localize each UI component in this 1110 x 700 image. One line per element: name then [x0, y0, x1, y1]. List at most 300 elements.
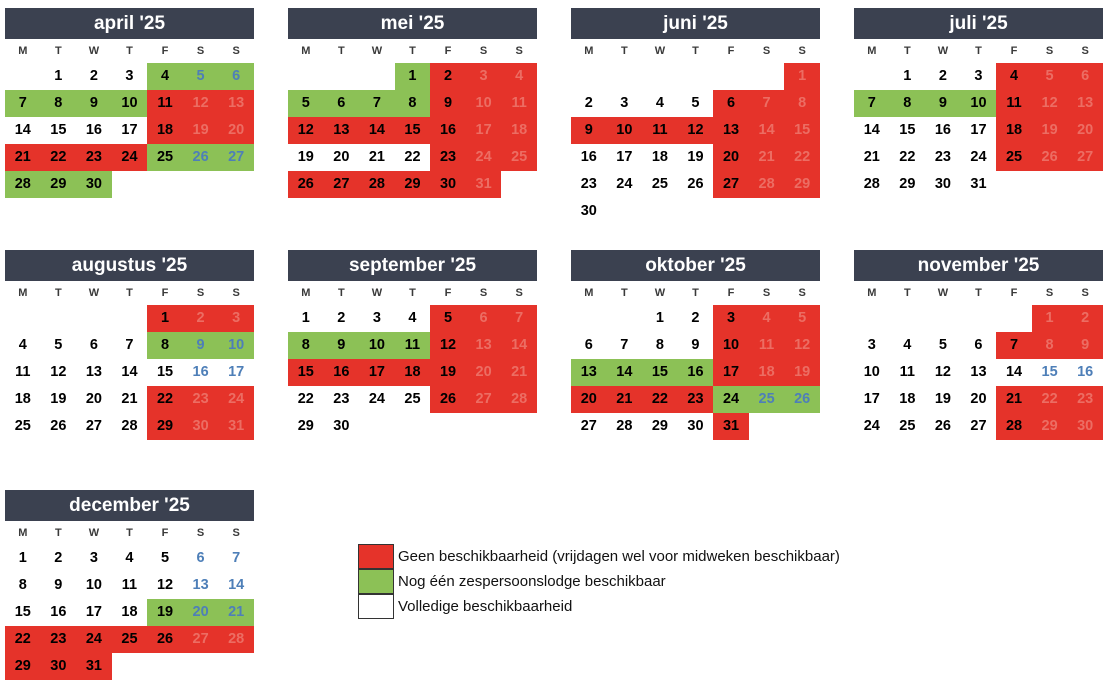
day-cell: 18: [899, 391, 916, 407]
day-cell: 6: [196, 550, 205, 566]
weekday-label: S: [196, 527, 205, 539]
weekday-label: S: [1045, 287, 1054, 299]
weekday-label: F: [727, 287, 735, 299]
day-cell: 17: [616, 149, 633, 165]
day-cell: 28: [863, 176, 880, 192]
day-cell: 2: [584, 95, 593, 111]
week-row: [854, 90, 1103, 117]
weekday-label: T: [903, 287, 911, 299]
empty-cell: [147, 171, 183, 198]
day-cell: 16: [192, 364, 209, 380]
day-cell: 27: [466, 386, 502, 413]
day-cell: 30: [41, 653, 77, 680]
weekday-label: S: [232, 527, 240, 539]
day-cell: 23: [934, 149, 951, 165]
weekday-label: M: [301, 287, 311, 299]
day-cell: 1: [147, 305, 183, 332]
day-cell: 6: [974, 337, 983, 353]
day-cell: 26: [288, 171, 324, 198]
day-cell: 8: [41, 90, 77, 117]
day-cell: 22: [642, 386, 678, 413]
day-cell: 18: [395, 359, 431, 386]
day-cell: 22: [404, 149, 421, 165]
empty-cell: [501, 413, 537, 440]
day-cell: 9: [54, 577, 63, 593]
day-cell: 17: [970, 122, 987, 138]
weekday-label: F: [161, 45, 169, 57]
day-cell: 30: [183, 413, 219, 440]
day-cell: 30: [1067, 413, 1103, 440]
week-row: [288, 305, 537, 332]
day-cell: 28: [5, 171, 41, 198]
day-cell: 19: [50, 391, 67, 407]
day-cell: 15: [288, 359, 324, 386]
day-cell: 19: [430, 359, 466, 386]
day-cell: 23: [183, 386, 219, 413]
empty-cell: [288, 63, 324, 90]
legend-swatch-white: [358, 594, 394, 619]
day-cell: 18: [14, 391, 31, 407]
day-cell: 21: [607, 386, 643, 413]
day-cell: 19: [297, 149, 314, 165]
weekday-label: T: [620, 287, 628, 299]
day-cell: 10: [466, 90, 502, 117]
day-cell: 9: [324, 332, 360, 359]
day-cell: 28: [616, 418, 633, 434]
weekday-header-row: [854, 39, 1103, 63]
empty-cell: [749, 198, 785, 225]
day-cell: 20: [183, 599, 219, 626]
day-cell: 8: [890, 90, 926, 117]
empty-cell: [501, 171, 537, 198]
empty-cell: [678, 198, 714, 225]
weekday-label: W: [937, 45, 949, 57]
day-cell: 26: [430, 386, 466, 413]
legend-label: Nog één zespersoonslodge beschikbaar: [398, 573, 666, 590]
day-cell: 25: [112, 626, 148, 653]
day-cell: 2: [1067, 305, 1103, 332]
week-row: [5, 545, 254, 572]
day-cell: 23: [333, 391, 350, 407]
day-cell: 19: [1032, 117, 1068, 144]
day-cell: 11: [642, 117, 678, 144]
day-cell: 27: [324, 171, 360, 198]
weekday-label: F: [1010, 287, 1018, 299]
day-cell: 12: [50, 364, 67, 380]
empty-cell: [571, 305, 607, 332]
day-cell: 20: [571, 386, 607, 413]
day-cell: 11: [996, 90, 1032, 117]
day-cell: 6: [218, 63, 254, 90]
day-cell: 28: [121, 418, 138, 434]
day-cell: 10: [961, 90, 997, 117]
day-cell: 17: [863, 391, 880, 407]
legend-item-unavailable: [358, 544, 840, 569]
day-cell: 5: [160, 550, 170, 566]
week-row: [5, 171, 254, 198]
month-calendar: [288, 250, 537, 440]
weekday-label: T: [54, 45, 62, 57]
weekday-header-row: [571, 281, 820, 305]
day-cell: 25: [749, 386, 785, 413]
day-cell: 14: [359, 117, 395, 144]
day-cell: 3: [125, 68, 134, 84]
weekday-header-row: [854, 281, 1103, 305]
day-cell: 3: [620, 95, 629, 111]
day-cell: 1: [18, 550, 27, 566]
weekday-label: F: [1010, 45, 1018, 57]
day-cell: 1: [301, 310, 310, 326]
day-cell: 25: [899, 418, 916, 434]
empty-cell: [607, 63, 643, 90]
day-cell: 11: [15, 364, 31, 380]
day-cell: 2: [337, 310, 346, 326]
day-cell: 18: [651, 149, 668, 165]
day-cell: 8: [288, 332, 324, 359]
day-cell: 19: [687, 149, 704, 165]
day-cell: 11: [395, 332, 431, 359]
week-row: [571, 117, 820, 144]
week-row: [571, 413, 820, 440]
weekday-label: T: [692, 287, 699, 299]
day-cell: 10: [713, 332, 749, 359]
week-row: [571, 198, 820, 225]
day-cell: 24: [863, 418, 880, 434]
day-cell: 12: [288, 117, 324, 144]
day-cell: 28: [501, 386, 537, 413]
legend-item-one-lodge: [358, 569, 840, 594]
month-title: september '25: [288, 250, 537, 281]
day-cell: 4: [903, 337, 912, 353]
day-cell: 26: [934, 418, 951, 434]
month-title: oktober '25: [571, 250, 820, 281]
day-cell: 17: [713, 359, 749, 386]
empty-cell: [961, 305, 997, 332]
day-cell: 24: [616, 176, 633, 192]
month-calendar: [5, 490, 254, 680]
empty-cell: [324, 63, 360, 90]
week-row: [854, 413, 1103, 440]
day-cell: 29: [1032, 413, 1068, 440]
weekday-label: T: [409, 45, 416, 57]
weekday-label: M: [18, 287, 28, 299]
legend: [358, 544, 840, 619]
day-cell: 19: [784, 359, 820, 386]
day-cell: 22: [899, 149, 916, 165]
day-cell: 23: [580, 176, 597, 192]
day-cell: 7: [232, 550, 241, 566]
month-title: juli '25: [854, 8, 1103, 39]
day-cell: 23: [678, 386, 714, 413]
day-cell: 14: [14, 122, 31, 138]
day-cell: 20: [466, 359, 502, 386]
day-cell: 5: [54, 337, 63, 353]
day-cell: 5: [288, 90, 324, 117]
day-cell: 12: [1032, 90, 1068, 117]
empty-cell: [854, 63, 890, 90]
day-cell: 16: [324, 359, 360, 386]
day-cell: 15: [14, 604, 31, 620]
empty-cell: [749, 413, 785, 440]
legend-label: Geen beschikbaarheid (vrijdagen wel voor midweken beschikbaar): [398, 548, 840, 565]
empty-cell: [359, 413, 395, 440]
day-cell: 3: [218, 305, 254, 332]
month-calendar: [5, 8, 254, 198]
week-row: [288, 63, 537, 90]
day-cell: 7: [501, 305, 537, 332]
day-cell: 14: [749, 117, 785, 144]
day-cell: 15: [642, 359, 678, 386]
day-cell: 8: [655, 337, 664, 353]
week-row: [854, 63, 1103, 90]
day-cell: 26: [183, 144, 219, 171]
weekday-label: T: [409, 287, 416, 299]
day-cell: 4: [408, 310, 417, 326]
day-cell: 17: [359, 359, 395, 386]
week-row: [854, 171, 1103, 198]
day-cell: 4: [147, 63, 183, 90]
weekday-label: W: [654, 45, 666, 57]
day-cell: 13: [713, 117, 749, 144]
day-cell: 26: [687, 176, 704, 192]
day-cell: 14: [1005, 364, 1023, 380]
day-cell: 21: [368, 149, 385, 165]
day-cell: 22: [1032, 386, 1068, 413]
day-cell: 1: [54, 68, 63, 84]
day-cell: 9: [571, 117, 607, 144]
day-cell: 19: [183, 117, 219, 144]
day-cell: 15: [395, 117, 431, 144]
day-cell: 23: [41, 626, 77, 653]
weekday-header-row: [5, 521, 254, 545]
day-cell: 27: [580, 418, 597, 434]
day-cell: 26: [50, 418, 67, 434]
day-cell: 14: [228, 577, 245, 593]
day-cell: 2: [938, 68, 947, 84]
day-cell: 18: [996, 117, 1032, 144]
week-row: [5, 386, 254, 413]
weekday-label: T: [692, 45, 699, 57]
day-cell: 6: [466, 305, 502, 332]
day-cell: 14: [607, 359, 643, 386]
day-cell: 8: [147, 332, 183, 359]
weekday-label: T: [975, 45, 982, 57]
week-row: [5, 332, 254, 359]
day-cell: 10: [218, 332, 254, 359]
day-cell: 22: [297, 391, 314, 407]
day-cell: 28: [749, 171, 785, 198]
day-cell: 15: [899, 122, 916, 138]
week-row: [854, 386, 1103, 413]
day-cell: 24: [112, 144, 148, 171]
day-cell: 30: [333, 418, 350, 434]
day-cell: 9: [430, 90, 466, 117]
day-cell: 29: [899, 176, 916, 192]
weekday-label: S: [479, 287, 488, 299]
day-cell: 8: [1032, 332, 1068, 359]
week-row: [5, 63, 254, 90]
day-cell: 7: [5, 90, 41, 117]
day-cell: 7: [620, 337, 629, 353]
day-cell: 19: [147, 599, 183, 626]
weekday-label: M: [18, 527, 28, 539]
day-cell: 5: [1032, 63, 1068, 90]
day-cell: 5: [784, 305, 820, 332]
week-row: [288, 117, 537, 144]
day-cell: 3: [372, 310, 381, 326]
day-cell: 23: [1067, 386, 1103, 413]
day-cell: 21: [749, 144, 785, 171]
day-cell: 11: [899, 364, 916, 380]
month-calendar: [854, 8, 1103, 198]
weekday-label: W: [88, 45, 100, 57]
day-cell: 27: [85, 418, 102, 434]
weekday-label: M: [584, 45, 594, 57]
day-cell: 5: [183, 63, 219, 90]
weekday-label: S: [232, 45, 240, 57]
day-cell: 3: [974, 68, 983, 84]
day-cell: 15: [1041, 364, 1058, 380]
week-row: [5, 653, 254, 680]
empty-cell: [147, 653, 183, 680]
day-cell: 3: [466, 63, 502, 90]
day-cell: 28: [996, 413, 1032, 440]
empty-cell: [112, 653, 148, 680]
day-cell: 12: [156, 577, 174, 593]
day-cell: 11: [147, 90, 183, 117]
week-row: [288, 359, 537, 386]
month-title: juni '25: [571, 8, 820, 39]
day-cell: 31: [466, 171, 502, 198]
day-cell: 17: [228, 364, 245, 380]
day-cell: 17: [466, 117, 502, 144]
day-cell: 26: [147, 626, 183, 653]
weekday-label: S: [762, 287, 771, 299]
day-cell: 24: [368, 391, 385, 407]
weekday-label: M: [18, 45, 28, 57]
day-cell: 14: [863, 122, 880, 138]
day-cell: 6: [584, 337, 593, 353]
day-cell: 20: [970, 391, 987, 407]
day-cell: 13: [324, 117, 360, 144]
weekday-label: S: [515, 287, 523, 299]
week-row: [854, 144, 1103, 171]
week-row: [5, 572, 254, 599]
day-cell: 26: [1032, 144, 1068, 171]
weekday-label: F: [444, 45, 452, 57]
day-cell: 14: [501, 332, 537, 359]
weekday-label: W: [371, 287, 383, 299]
day-cell: 18: [147, 117, 183, 144]
empty-cell: [5, 305, 41, 332]
month-title: mei '25: [288, 8, 537, 39]
day-cell: 20: [85, 391, 102, 407]
empty-cell: [571, 63, 607, 90]
day-cell: 24: [76, 626, 112, 653]
weekday-label: T: [903, 45, 911, 57]
week-row: [5, 359, 254, 386]
weekday-label: F: [727, 45, 735, 57]
weekday-label: W: [654, 287, 666, 299]
day-cell: 24: [218, 386, 254, 413]
day-cell: 13: [970, 364, 987, 380]
day-cell: 15: [50, 122, 67, 138]
day-cell: 9: [183, 332, 219, 359]
empty-cell: [713, 63, 749, 90]
day-cell: 26: [784, 386, 820, 413]
weekday-label: T: [620, 45, 628, 57]
week-row: [571, 90, 820, 117]
day-cell: 27: [970, 418, 987, 434]
weekday-header-row: [5, 39, 254, 63]
day-cell: 12: [934, 364, 951, 380]
weekday-label: F: [161, 527, 169, 539]
day-cell: 22: [5, 626, 41, 653]
weekday-header-row: [5, 281, 254, 305]
day-cell: 30: [76, 171, 112, 198]
empty-cell: [218, 171, 254, 198]
week-row: [288, 413, 537, 440]
day-cell: 27: [1067, 144, 1103, 171]
month-calendar: [854, 250, 1103, 440]
empty-cell: [854, 305, 890, 332]
week-row: [571, 63, 820, 90]
day-cell: 7: [996, 332, 1032, 359]
week-row: [5, 626, 254, 653]
month-title: december '25: [5, 490, 254, 521]
week-row: [854, 117, 1103, 144]
weekday-label: M: [867, 45, 877, 57]
day-cell: 23: [76, 144, 112, 171]
day-cell: 6: [1067, 63, 1103, 90]
day-cell: 20: [713, 144, 749, 171]
day-cell: 7: [359, 90, 395, 117]
legend-swatch-green: [358, 569, 394, 594]
week-row: [571, 386, 820, 413]
day-cell: 11: [501, 90, 537, 117]
month-calendar: [571, 8, 820, 225]
day-cell: 31: [76, 653, 112, 680]
day-cell: 31: [970, 176, 987, 192]
day-cell: 2: [183, 305, 219, 332]
day-cell: 12: [784, 332, 820, 359]
empty-cell: [5, 63, 41, 90]
day-cell: 30: [430, 171, 466, 198]
weekday-label: S: [515, 45, 523, 57]
day-cell: 4: [996, 63, 1032, 90]
day-cell: 4: [18, 337, 27, 353]
empty-cell: [112, 305, 148, 332]
day-cell: 4: [749, 305, 785, 332]
day-cell: 28: [359, 171, 395, 198]
empty-cell: [607, 198, 643, 225]
legend-label: Volledige beschikbaarheid: [398, 598, 573, 615]
day-cell: 30: [580, 203, 597, 219]
month-title: april '25: [5, 8, 254, 39]
day-cell: 23: [430, 144, 466, 171]
weekday-label: S: [762, 45, 771, 57]
day-cell: 9: [691, 337, 700, 353]
weekday-label: W: [88, 527, 100, 539]
day-cell: 4: [501, 63, 537, 90]
day-cell: 4: [125, 550, 134, 566]
day-cell: 10: [359, 332, 395, 359]
empty-cell: [996, 171, 1032, 198]
week-row: [854, 305, 1103, 332]
day-cell: 21: [218, 599, 254, 626]
empty-cell: [430, 413, 466, 440]
day-cell: 16: [430, 117, 466, 144]
